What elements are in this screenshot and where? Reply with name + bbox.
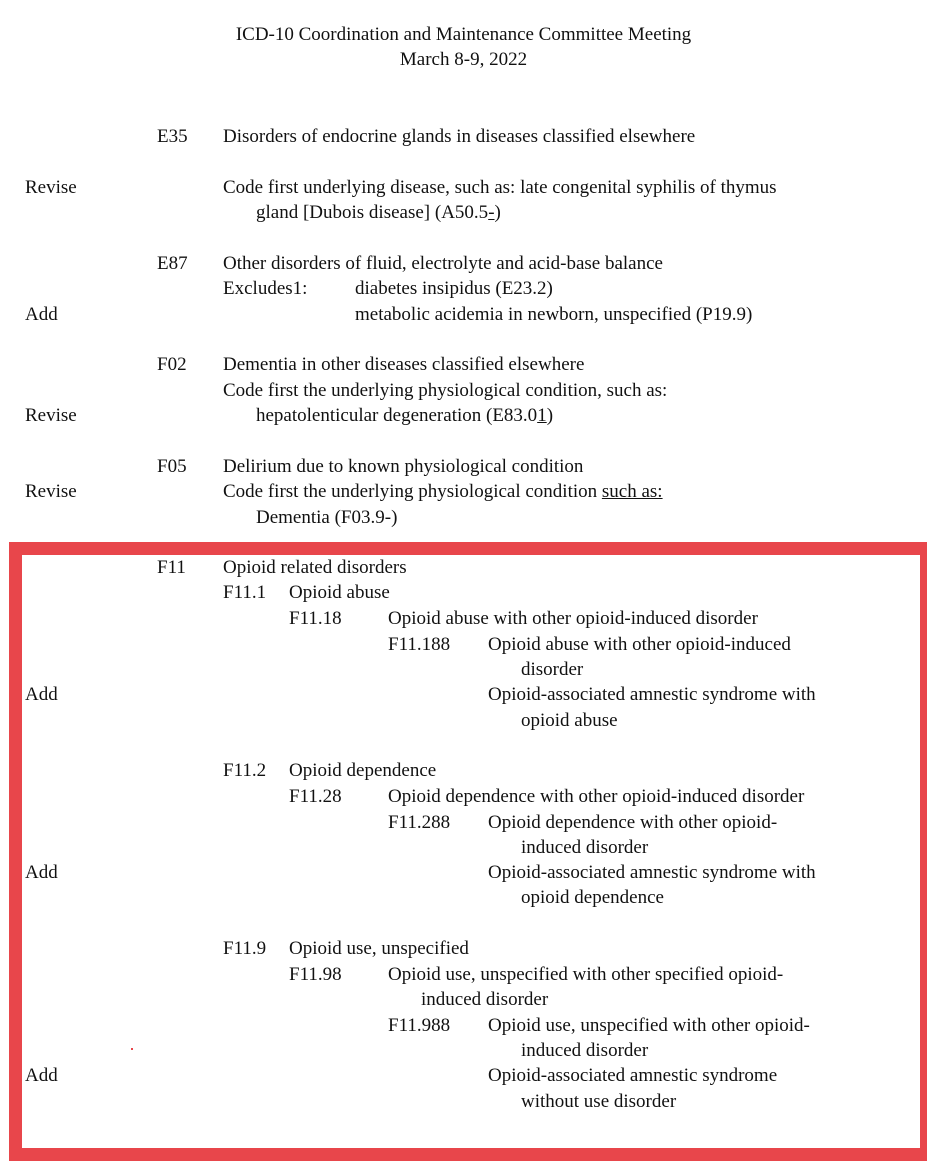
code-f11-98: F11.98 (289, 964, 342, 985)
title-f11-2: Opioid dependence (289, 760, 437, 781)
code-f05: F05 (157, 456, 187, 477)
title-f11-1: Opioid abuse (289, 582, 390, 603)
code-f11-2: F11.2 (223, 760, 267, 781)
action-revise-f02: Revise (25, 405, 77, 426)
title-f05: Delirium due to known physiological condition (223, 456, 584, 477)
code-f02: F02 (157, 354, 187, 375)
code-f11: F11 (157, 557, 186, 578)
added-term-f11-188-line1: Opioid-associated amnestic syndrome with (488, 684, 816, 705)
exclude-item-2: metabolic acidemia in newborn, unspecified (P19.9) (355, 304, 753, 325)
title-f11-988-line1: Opioid use, unspecified with other opioid- (488, 1015, 810, 1036)
added-term-f11-288-line2: opioid dependence (521, 887, 664, 908)
title-f11-9: Opioid use, unspecified (289, 938, 469, 959)
exclude-item-1: diabetes insipidus (E23.2) (355, 278, 553, 299)
title-f11: Opioid related disorders (223, 557, 407, 578)
action-add-f11-288: Add (25, 862, 58, 883)
page-title: ICD-10 Coordination and Maintenance Committee Meeting (235, 24, 692, 45)
added-term-f11-188-line2: opioid abuse (521, 710, 618, 731)
excludes-label-e87: Excludes1: (223, 278, 308, 299)
title-f11-18: Opioid abuse with other opioid-induced disorder (388, 608, 758, 629)
action-add-f11-988: Add (25, 1065, 58, 1086)
added-term-f11-988-line1: Opioid-associated amnestic syndrome (488, 1065, 778, 1086)
code-f11-1: F11.1 (223, 582, 267, 603)
code-f11-188: F11.188 (388, 634, 451, 655)
red-mark (131, 1048, 133, 1050)
note-e35-line1: Code first underlying disease, such as: late congenital syphilis of thymus (223, 177, 777, 198)
added-term-f11-288-line1: Opioid-associated amnestic syndrome with (488, 862, 816, 883)
code-e35: E35 (157, 126, 188, 147)
added-term-f11-988-line2: without use disorder (521, 1091, 677, 1112)
title-f11-988-line2: induced disorder (521, 1040, 649, 1061)
note-e35-line2: gland [Dubois disease] (A50.5-) (256, 202, 501, 223)
title-f11-28: Opioid dependence with other opioid-induced disorder (388, 786, 805, 807)
title-e87: Other disorders of fluid, electrolyte and acid-base balance (223, 253, 663, 274)
note-f02-line1: Code first the underlying physiological condition, such as: (223, 380, 668, 401)
action-revise-e35: Revise (25, 177, 77, 198)
code-f11-988: F11.988 (388, 1015, 451, 1036)
title-e35: Disorders of endocrine glands in diseases classified elsewhere (223, 126, 696, 147)
title-f11-98-line2: induced disorder (421, 989, 549, 1010)
action-revise-f05: Revise (25, 481, 77, 502)
title-f11-188-line2: disorder (521, 659, 584, 680)
title-f02: Dementia in other diseases classified elsewhere (223, 354, 585, 375)
title-f11-188-line1: Opioid abuse with other opioid-induced (488, 634, 791, 655)
action-add-f11-188: Add (25, 684, 58, 705)
title-f11-98-line1: Opioid use, unspecified with other specified opioid- (388, 964, 784, 985)
note-f05-line1: Code first the underlying physiological condition such as: (223, 481, 663, 502)
code-f11-9: F11.9 (223, 938, 267, 959)
note-f05-line2: Dementia (F03.9-) (256, 507, 398, 528)
code-f11-28: F11.28 (289, 786, 342, 807)
note-f02-line2: hepatolenticular degeneration (E83.01) (256, 405, 554, 426)
title-f11-288-line1: Opioid dependence with other opioid- (488, 812, 778, 833)
code-e87: E87 (157, 253, 188, 274)
action-add-e87: Add (25, 304, 58, 325)
code-f11-18: F11.18 (289, 608, 342, 629)
title-f11-288-line2: induced disorder (521, 837, 649, 858)
meeting-date: March 8-9, 2022 (399, 49, 528, 70)
code-f11-288: F11.288 (388, 812, 451, 833)
